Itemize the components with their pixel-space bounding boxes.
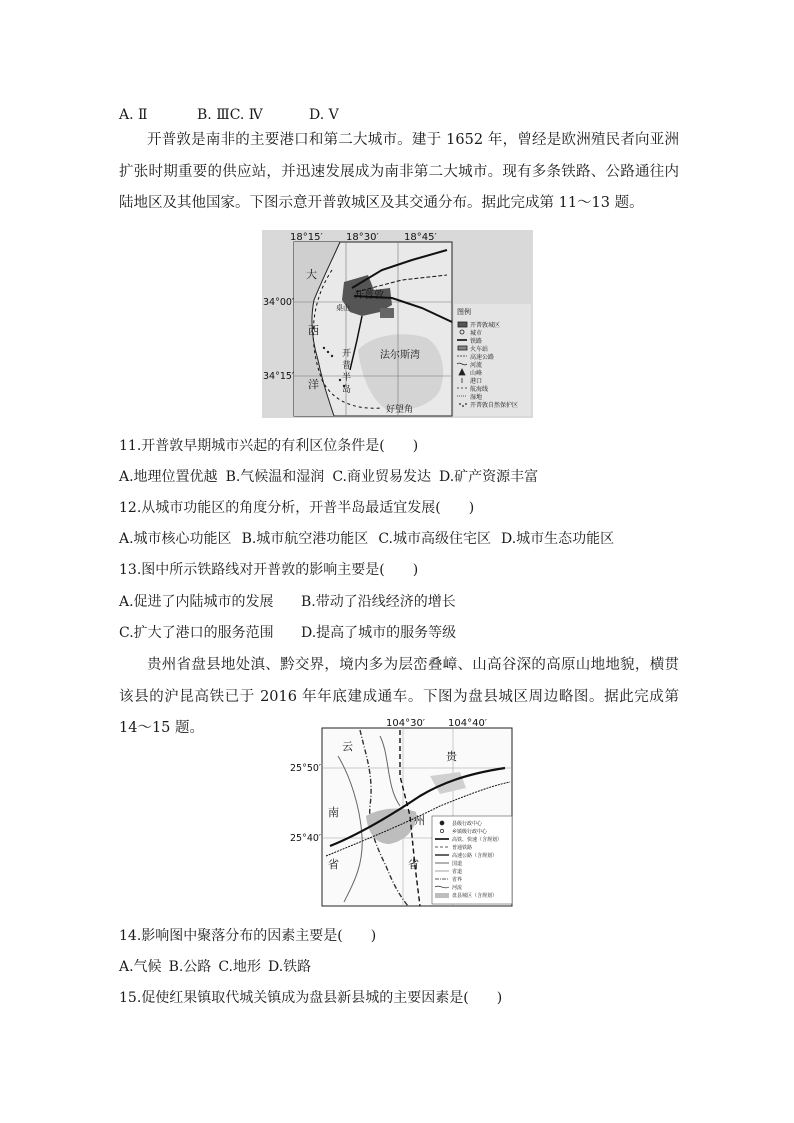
cape-point-label: 好望角 — [386, 405, 414, 415]
province-char-5: 州 — [414, 814, 425, 827]
legend-urban: 开普敦城区 — [470, 322, 501, 329]
q15-stem: 15.促使红果镇取代城关镇成为盘县新县城的主要因素是( ) — [119, 990, 503, 1006]
legend-railway: 普通铁路 — [452, 845, 473, 851]
q13-stem: 13.图中所示铁路线对开普敦的影响主要是( ) — [119, 562, 419, 578]
ocean-char-1: 大 — [306, 268, 317, 281]
province-char-1: 云 — [342, 740, 353, 753]
province-char-6: 省 — [408, 858, 419, 871]
q11-option-c: C.商业贸易发达 — [332, 469, 431, 485]
lat-label-2: 34°15′ — [263, 371, 295, 382]
legend-provincial-border: 省界 — [452, 877, 463, 883]
table-mountain-label: 桌山 — [336, 304, 350, 312]
lat-label-1: 25°50′ — [290, 763, 322, 774]
q12-stem: 12.从城市功能区的角度分析，开普半岛最适宜发展( ) — [119, 500, 475, 516]
q14-option-b: B.公路 — [168, 959, 212, 975]
lon-label-2: 18°30′ — [346, 232, 379, 243]
lon-label-3: 18°45′ — [404, 232, 437, 243]
q11-stem: 11.开普敦早期城市兴起的有利区位条件是( ) — [119, 438, 419, 454]
legend-river: 河流 — [452, 885, 463, 891]
peninsula-char-2: 普 — [342, 361, 352, 371]
legend-wetland: 湿地 — [470, 394, 483, 401]
lon-label-1: 18°15′ — [290, 232, 323, 243]
legend-highway: 高速公路 — [470, 354, 495, 361]
panxian-map — [290, 716, 515, 908]
panxian-map-svg — [290, 716, 515, 908]
peninsula-char-3: 半 — [342, 373, 352, 383]
province-char-3: 省 — [328, 858, 339, 871]
q12-option-a: A.城市核心功能区 — [119, 531, 232, 547]
intro-paragraph-panxian: 贵州省盘县地处滇、黔交界，境内多为层峦叠嶂、山高谷深的高原山地地貌，横贯该县的沪昆高铁已于 2016 年年底建成通车。下图为盘县城区周边略图。据此完成第 14～15 题。 — [119, 657, 679, 736]
legend-urban-area: 盘县城区（含规划） — [452, 893, 498, 899]
q14-option-c: C.地形 — [218, 959, 261, 975]
lon-label-2: 104°40′ — [448, 718, 488, 729]
q11-option-b: B.气候温和湿润 — [225, 469, 325, 485]
legend-port: 港口 — [470, 378, 483, 385]
peninsula-char-4: 岛 — [342, 385, 352, 395]
q11-options — [119, 468, 538, 486]
legend-peak: 山峰 — [470, 370, 483, 377]
lat-label-1: 34°00′ — [263, 297, 295, 308]
q14-option-d: D.铁路 — [267, 959, 312, 975]
legend-high-speed-rail: 高铁、快速（含规划） — [452, 837, 503, 843]
q12-option-c: C.城市高级住宅区 — [378, 531, 491, 547]
q13-options-row1 — [119, 593, 456, 611]
province-char-4: 贵 — [446, 750, 457, 763]
q12-option-b: B.城市航空港功能区 — [241, 531, 369, 547]
q13-option-b: B.带动了沿线经济的增长 — [301, 594, 456, 610]
ocean-char-3: 洋 — [308, 378, 319, 391]
false-bay-label: 法尔斯湾 — [380, 350, 420, 361]
legend-station: 火车站 — [470, 346, 489, 353]
cape-town-label: 开普敦 — [354, 290, 384, 301]
q11-option-a: A.地理位置优越 — [119, 469, 218, 485]
q12-options — [119, 530, 614, 548]
q14-stem: 14.影响图中聚落分布的因素主要是( ) — [119, 928, 377, 944]
q13-option-a: A.促进了内陆城市的发展 — [119, 594, 274, 610]
legend-national-road: 国道 — [452, 861, 463, 867]
q14-options — [119, 958, 311, 976]
legend-reserve: 开普敦自然保护区 — [470, 402, 519, 409]
province-char-2: 南 — [328, 806, 339, 819]
q13-options-row2 — [119, 624, 456, 642]
intro-paragraph-cape-town: 开普敦是南非的主要港口和第二大城市。建于 1652 年，曾经是欧洲殖民者向亚洲扩张时期重要的供应站，并迅速发展成为南非第二大城市。现有多条铁路、公路通往内陆地区及其他国家。下图示意开普敦城区及其交通分布。据此完成第 11～13 题。 — [119, 132, 679, 211]
cape-town-map — [262, 230, 533, 418]
q13-option-d: D.提高了城市的服务等级 — [301, 625, 457, 641]
option-d: D. Ⅴ — [309, 107, 339, 123]
option-b-c: B. ⅢC. Ⅳ — [197, 107, 263, 123]
legend-railway: 铁路 — [470, 338, 483, 345]
cape-town-map-svg — [262, 230, 533, 418]
legend-expressway: 高速公路（含规划） — [452, 853, 498, 859]
lat-label-2: 25°40′ — [290, 833, 322, 844]
q13-option-c: C.扩大了港口的服务范围 — [119, 625, 274, 641]
legend-county-center: 县级行政中心 — [452, 821, 483, 827]
legend-provincial-road: 省道 — [452, 869, 463, 875]
q14-option-a: A.气候 — [119, 959, 162, 975]
legend-town-center: 乡镇级行政中心 — [452, 829, 488, 835]
legend-river: 河流 — [470, 362, 483, 369]
legend-title: 图例 — [457, 308, 471, 316]
q12-option-d: D.城市生态功能区 — [500, 531, 615, 547]
legend-city: 城市 — [470, 330, 483, 337]
lon-label-1: 104°30′ — [386, 718, 426, 729]
peninsula-char-1: 开 — [342, 349, 352, 359]
q11-option-d: D.矿产资源丰富 — [438, 469, 539, 485]
option-a: A. Ⅱ — [119, 107, 148, 123]
legend-shipping: 航海线 — [470, 386, 489, 393]
top-options — [119, 106, 339, 124]
ocean-char-2: 西 — [308, 324, 319, 337]
